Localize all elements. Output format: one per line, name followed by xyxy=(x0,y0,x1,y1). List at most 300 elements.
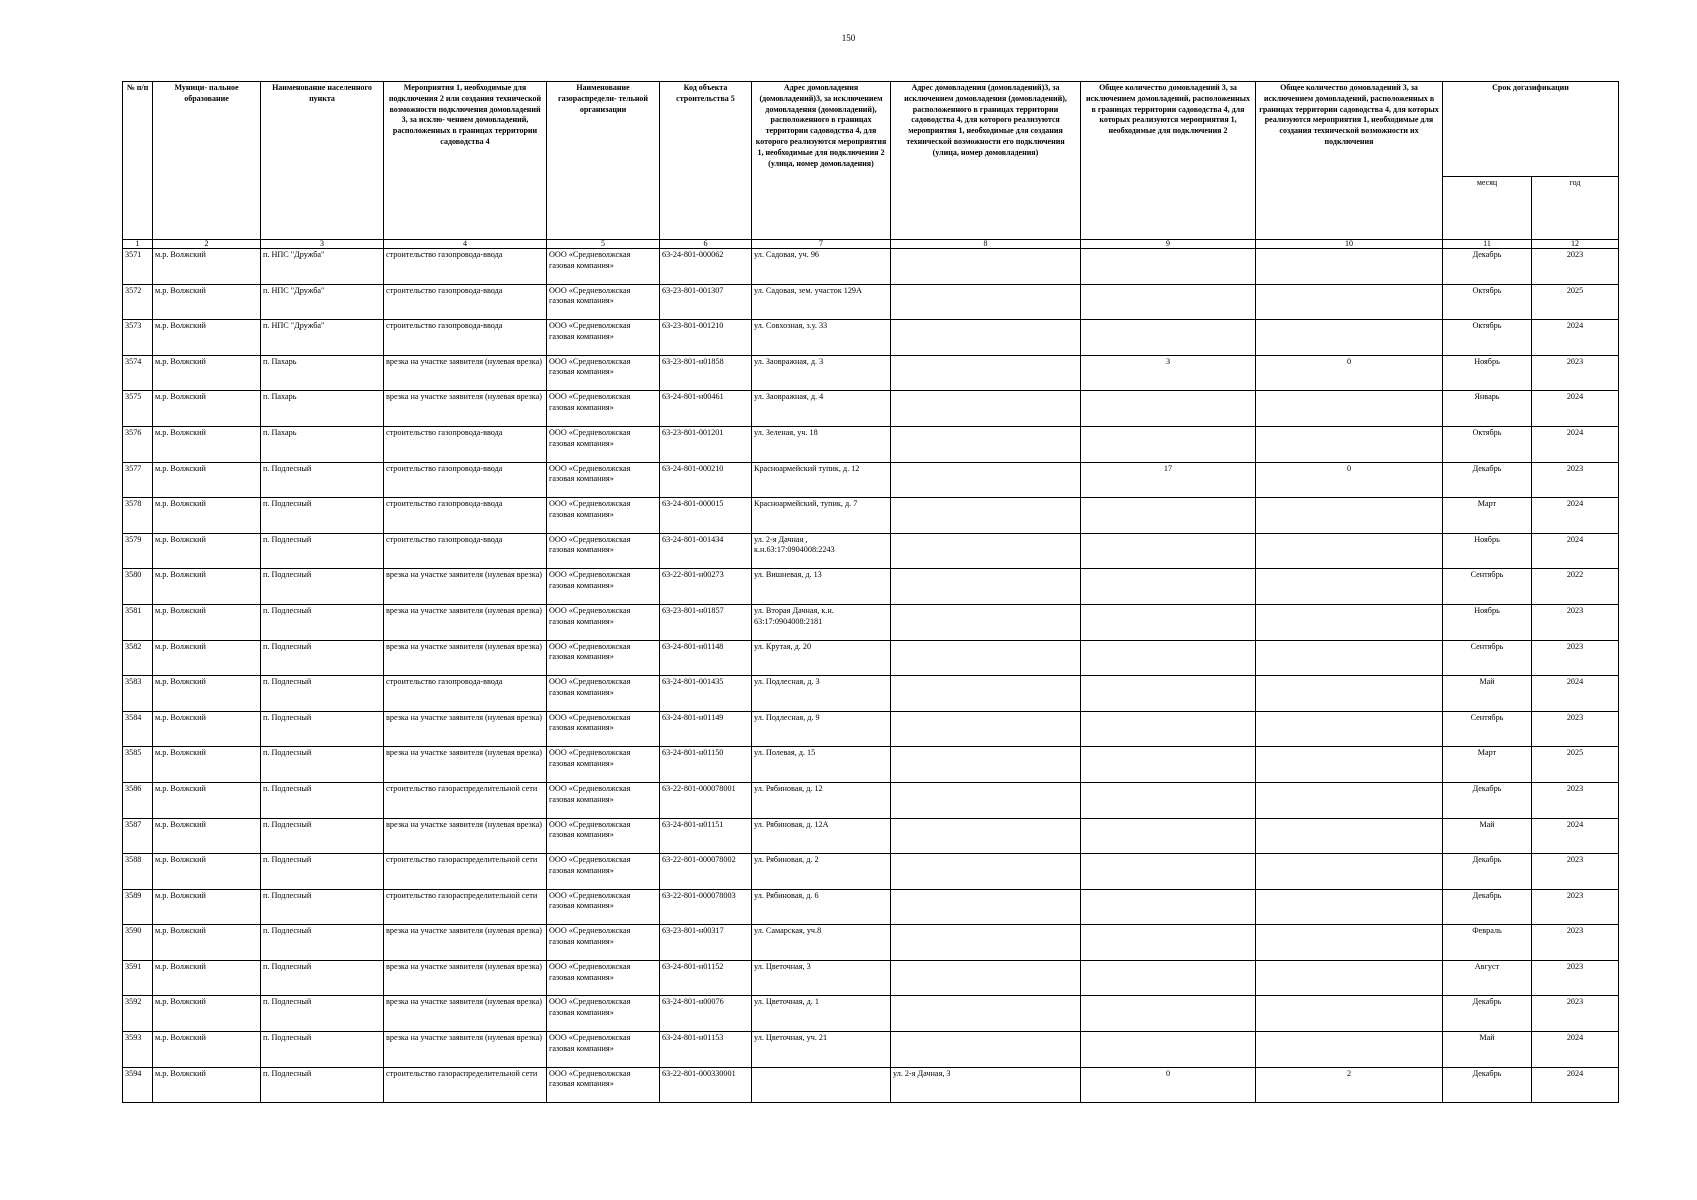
cell-row-number: 3576 xyxy=(123,426,153,462)
cell-object-code: 63-24-801-н00076 xyxy=(660,996,752,1032)
header-measures: Мероприятия 1, необходимые для подключения 2 или создания технической возможности подключения домовладений 3, за исклю- чением домовладений, расположенных в границах территории садоводства 4 xyxy=(384,82,547,240)
cell-address-connection: ул. Самарская, уч.8 xyxy=(752,925,891,961)
cell-settlement: п. Подлесный xyxy=(261,854,384,890)
cell-row-number: 3579 xyxy=(123,533,153,569)
cell-address-connection: ул. Рябиновая, д. 12А xyxy=(752,818,891,854)
column-number: 3 xyxy=(261,240,384,249)
cell-municipality: м.р. Волжский xyxy=(153,711,261,747)
table-row xyxy=(123,747,1619,783)
cell-count-technical xyxy=(1256,640,1443,676)
cell-object-code: 63-24-801-001434 xyxy=(660,533,752,569)
cell-address-connection: ул. Цветочная, уч. 21 xyxy=(752,1032,891,1068)
cell-count-technical xyxy=(1256,604,1443,640)
cell-measure: врезка на участке заявителя (нулевая врезка) xyxy=(384,711,547,747)
cell-measure: строительство газопровода-ввода xyxy=(384,462,547,498)
cell-address-technical xyxy=(891,640,1081,676)
cell-address-connection: ул. Вторая Дачная, к.н. 63:17:0904008:2181 xyxy=(752,604,891,640)
cell-object-code: 63-22-801-000330001 xyxy=(660,1067,752,1103)
cell-year: 2024 xyxy=(1532,320,1619,356)
cell-measure: строительство газопровода-ввода xyxy=(384,498,547,534)
cell-organization: ООО «Средневолжская газовая компания» xyxy=(547,569,660,605)
cell-month: Март xyxy=(1443,747,1532,783)
cell-object-code: 63-24-801-н01149 xyxy=(660,711,752,747)
header-number: № п/п xyxy=(123,82,153,240)
cell-measure: врезка на участке заявителя (нулевая врезка) xyxy=(384,569,547,605)
cell-row-number: 3571 xyxy=(123,249,153,285)
cell-count-connection xyxy=(1081,854,1256,890)
cell-organization: ООО «Средневолжская газовая компания» xyxy=(547,996,660,1032)
cell-municipality: м.р. Волжский xyxy=(153,854,261,890)
cell-organization: ООО «Средневолжская газовая компания» xyxy=(547,960,660,996)
cell-month: Декабрь xyxy=(1443,1067,1532,1103)
cell-year: 2023 xyxy=(1532,604,1619,640)
cell-row-number: 3572 xyxy=(123,284,153,320)
cell-settlement: п. НПС "Дружба" xyxy=(261,249,384,285)
column-number: 10 xyxy=(1256,240,1443,249)
cell-measure: строительство газопровода-ввода xyxy=(384,533,547,569)
cell-month: Декабрь xyxy=(1443,462,1532,498)
cell-address-technical xyxy=(891,996,1081,1032)
cell-month: Декабрь xyxy=(1443,889,1532,925)
cell-row-number: 3590 xyxy=(123,925,153,961)
table-row xyxy=(123,498,1619,534)
cell-month: Ноябрь xyxy=(1443,355,1532,391)
cell-count-connection xyxy=(1081,604,1256,640)
cell-count-connection xyxy=(1081,284,1256,320)
cell-municipality: м.р. Волжский xyxy=(153,498,261,534)
table-row xyxy=(123,996,1619,1032)
cell-municipality: м.р. Волжский xyxy=(153,782,261,818)
cell-address-connection: ул. Заовражная, д. 3 xyxy=(752,355,891,391)
table-row xyxy=(123,818,1619,854)
table-row xyxy=(123,889,1619,925)
cell-settlement: п. НПС "Дружба" xyxy=(261,284,384,320)
cell-address-technical xyxy=(891,854,1081,890)
cell-organization: ООО «Средневолжская газовая компания» xyxy=(547,854,660,890)
cell-address-connection: ул. Садовая, зем. участок 129А xyxy=(752,284,891,320)
cell-year: 2025 xyxy=(1532,747,1619,783)
table-row xyxy=(123,676,1619,712)
cell-settlement: п. Подлесный xyxy=(261,711,384,747)
cell-count-technical xyxy=(1256,889,1443,925)
cell-municipality: м.р. Волжский xyxy=(153,249,261,285)
cell-count-connection xyxy=(1081,391,1256,427)
column-number-row xyxy=(123,240,1619,249)
cell-object-code: 63-24-801-000210 xyxy=(660,462,752,498)
cell-measure: врезка на участке заявителя (нулевая врезка) xyxy=(384,604,547,640)
cell-row-number: 3589 xyxy=(123,889,153,925)
cell-settlement: п. Подлесный xyxy=(261,604,384,640)
cell-row-number: 3578 xyxy=(123,498,153,534)
table-row xyxy=(123,462,1619,498)
cell-municipality: м.р. Волжский xyxy=(153,676,261,712)
cell-organization: ООО «Средневолжская газовая компания» xyxy=(547,462,660,498)
cell-object-code: 63-24-801-н00461 xyxy=(660,391,752,427)
cell-year: 2023 xyxy=(1532,960,1619,996)
cell-count-technical xyxy=(1256,249,1443,285)
table-row xyxy=(123,391,1619,427)
cell-year: 2023 xyxy=(1532,640,1619,676)
cell-count-technical xyxy=(1256,747,1443,783)
cell-measure: строительство газораспределительной сети xyxy=(384,889,547,925)
cell-row-number: 3586 xyxy=(123,782,153,818)
cell-measure: строительство газопровода-ввода xyxy=(384,284,547,320)
cell-municipality: м.р. Волжский xyxy=(153,462,261,498)
cell-organization: ООО «Средневолжская газовая компания» xyxy=(547,925,660,961)
cell-address-technical xyxy=(891,249,1081,285)
cell-organization: ООО «Средневолжская газовая компания» xyxy=(547,640,660,676)
cell-year: 2024 xyxy=(1532,533,1619,569)
cell-measure: строительство газопровода-ввода xyxy=(384,676,547,712)
cell-year: 2024 xyxy=(1532,426,1619,462)
header-address-technical: Адрес домовладения (домовладений)3, за исключением домовладения (домовладений), расположенного в границах территории садоводства 4, для которого реализуются мероприятия 1, необходимые для создания технической возможности его подключения (улица, номер домовладения) xyxy=(891,82,1081,240)
table-row xyxy=(123,1032,1619,1068)
cell-count-connection xyxy=(1081,1032,1256,1068)
cell-object-code: 63-24-801-001435 xyxy=(660,676,752,712)
cell-row-number: 3585 xyxy=(123,747,153,783)
cell-address-connection: ул. Цветочная, д. 1 xyxy=(752,996,891,1032)
cell-municipality: м.р. Волжский xyxy=(153,640,261,676)
cell-count-connection xyxy=(1081,640,1256,676)
cell-year: 2025 xyxy=(1532,284,1619,320)
cell-municipality: м.р. Волжский xyxy=(153,889,261,925)
cell-row-number: 3582 xyxy=(123,640,153,676)
cell-count-technical xyxy=(1256,284,1443,320)
cell-municipality: м.р. Волжский xyxy=(153,925,261,961)
cell-address-technical xyxy=(891,925,1081,961)
cell-object-code: 63-24-801-000015 xyxy=(660,498,752,534)
column-number: 11 xyxy=(1443,240,1532,249)
cell-count-connection xyxy=(1081,676,1256,712)
cell-measure: врезка на участке заявителя (нулевая врезка) xyxy=(384,996,547,1032)
cell-settlement: п. Подлесный xyxy=(261,533,384,569)
cell-organization: ООО «Средневолжская газовая компания» xyxy=(547,782,660,818)
cell-object-code: 63-22-801-000078002 xyxy=(660,854,752,890)
cell-object-code: 63-23-801-н01857 xyxy=(660,604,752,640)
table-body xyxy=(123,249,1619,1103)
cell-year: 2023 xyxy=(1532,782,1619,818)
cell-organization: ООО «Средневолжская газовая компания» xyxy=(547,533,660,569)
cell-count-technical xyxy=(1256,996,1443,1032)
cell-count-connection xyxy=(1081,925,1256,961)
cell-month: Март xyxy=(1443,498,1532,534)
cell-organization: ООО «Средневолжская газовая компания» xyxy=(547,818,660,854)
cell-measure: врезка на участке заявителя (нулевая врезка) xyxy=(384,391,547,427)
cell-count-technical xyxy=(1256,391,1443,427)
cell-settlement: п. Подлесный xyxy=(261,925,384,961)
cell-count-technical xyxy=(1256,1032,1443,1068)
column-number: 2 xyxy=(153,240,261,249)
cell-object-code: 63-23-801-001201 xyxy=(660,426,752,462)
cell-address-connection: ул. Рябиновая, д. 6 xyxy=(752,889,891,925)
cell-municipality: м.р. Волжский xyxy=(153,569,261,605)
cell-count-connection xyxy=(1081,320,1256,356)
cell-month: Октябрь xyxy=(1443,320,1532,356)
cell-organization: ООО «Средневолжская газовая компания» xyxy=(547,320,660,356)
cell-count-technical xyxy=(1256,854,1443,890)
cell-address-connection: ул. Цветочная, 3 xyxy=(752,960,891,996)
column-number: 9 xyxy=(1081,240,1256,249)
header-month: месяц xyxy=(1443,177,1532,240)
cell-row-number: 3587 xyxy=(123,818,153,854)
cell-settlement: п. Подлесный xyxy=(261,1067,384,1103)
cell-address-technical xyxy=(891,782,1081,818)
column-number: 4 xyxy=(384,240,547,249)
cell-count-technical xyxy=(1256,782,1443,818)
cell-address-connection: ул. Совхозная, з.у. 33 xyxy=(752,320,891,356)
cell-month: Февраль xyxy=(1443,925,1532,961)
header-gasification-term: Срок догазификации xyxy=(1443,82,1619,177)
cell-settlement: п. Подлесный xyxy=(261,640,384,676)
header-organization: Наименование газораспредели- тельной организации xyxy=(547,82,660,240)
column-number: 7 xyxy=(752,240,891,249)
cell-count-connection xyxy=(1081,249,1256,285)
cell-month: Октябрь xyxy=(1443,426,1532,462)
cell-month: Май xyxy=(1443,676,1532,712)
cell-month: Декабрь xyxy=(1443,854,1532,890)
cell-year: 2023 xyxy=(1532,355,1619,391)
cell-count-connection xyxy=(1081,569,1256,605)
cell-object-code: 63-22-801-н00273 xyxy=(660,569,752,605)
cell-month: Ноябрь xyxy=(1443,533,1532,569)
cell-settlement: п. Подлесный xyxy=(261,960,384,996)
column-number: 1 xyxy=(123,240,153,249)
cell-organization: ООО «Средневолжская газовая компания» xyxy=(547,391,660,427)
cell-year: 2023 xyxy=(1532,711,1619,747)
cell-count-technical xyxy=(1256,818,1443,854)
cell-count-connection: 17 xyxy=(1081,462,1256,498)
cell-organization: ООО «Средневолжская газовая компания» xyxy=(547,426,660,462)
header-municipality: Муници- пальное образование xyxy=(153,82,261,240)
cell-count-technical xyxy=(1256,569,1443,605)
column-number: 6 xyxy=(660,240,752,249)
cell-count-technical xyxy=(1256,533,1443,569)
cell-measure: врезка на участке заявителя (нулевая врезка) xyxy=(384,960,547,996)
cell-month: Декабрь xyxy=(1443,782,1532,818)
cell-row-number: 3583 xyxy=(123,676,153,712)
cell-address-technical xyxy=(891,355,1081,391)
cell-measure: врезка на участке заявителя (нулевая врезка) xyxy=(384,818,547,854)
cell-address-connection: ул. Подлесная, д. 9 xyxy=(752,711,891,747)
cell-address-technical xyxy=(891,391,1081,427)
cell-object-code: 63-24-801-н01148 xyxy=(660,640,752,676)
cell-month: Сентябрь xyxy=(1443,640,1532,676)
table-row xyxy=(123,355,1619,391)
page-number: 150 xyxy=(841,33,856,43)
cell-count-technical xyxy=(1256,711,1443,747)
cell-organization: ООО «Средневолжская газовая компания» xyxy=(547,284,660,320)
cell-year: 2024 xyxy=(1532,818,1619,854)
cell-settlement: п. Подлесный xyxy=(261,818,384,854)
cell-year: 2022 xyxy=(1532,569,1619,605)
cell-month: Ноябрь xyxy=(1443,604,1532,640)
cell-organization: ООО «Средневолжская газовая компания» xyxy=(547,1067,660,1103)
cell-object-code: 63-24-801-н01151 xyxy=(660,818,752,854)
cell-year: 2023 xyxy=(1532,889,1619,925)
cell-year: 2024 xyxy=(1532,498,1619,534)
cell-address-technical xyxy=(891,818,1081,854)
cell-address-technical xyxy=(891,711,1081,747)
cell-count-connection: 3 xyxy=(1081,355,1256,391)
table-row xyxy=(123,640,1619,676)
cell-year: 2024 xyxy=(1532,1067,1619,1103)
table-row xyxy=(123,533,1619,569)
cell-organization: ООО «Средневолжская газовая компания» xyxy=(547,889,660,925)
cell-address-connection: ул. Полевая, д. 15 xyxy=(752,747,891,783)
cell-measure: строительство газораспределительной сети xyxy=(384,854,547,890)
cell-object-code: 63-23-801-001210 xyxy=(660,320,752,356)
table-row xyxy=(123,604,1619,640)
cell-address-connection: Красноармейский тупик, д. 12 xyxy=(752,462,891,498)
header-year: год xyxy=(1532,177,1619,240)
cell-count-connection xyxy=(1081,711,1256,747)
table-row xyxy=(123,960,1619,996)
cell-count-technical: 0 xyxy=(1256,462,1443,498)
header-count-connection: Общее количество домовладений 3, за исключением домовладений, расположенных в границах территории садоводства 4, для которых реализуются мероприятия 1, необходимые для подключения 2 xyxy=(1081,82,1256,240)
cell-measure: строительство газопровода-ввода xyxy=(384,426,547,462)
cell-address-connection: ул. Садовая, уч. 96 xyxy=(752,249,891,285)
cell-address-connection: Красноармейский, тупик, д. 7 xyxy=(752,498,891,534)
cell-address-connection: ул. Рябиновая, д. 12 xyxy=(752,782,891,818)
cell-settlement: п. Подлесный xyxy=(261,498,384,534)
cell-organization: ООО «Средневолжская газовая компания» xyxy=(547,676,660,712)
cell-measure: строительство газопровода-ввода xyxy=(384,249,547,285)
cell-month: Август xyxy=(1443,960,1532,996)
cell-settlement: п. Подлесный xyxy=(261,996,384,1032)
cell-settlement: п. Подлесный xyxy=(261,782,384,818)
gasification-table xyxy=(122,81,1619,1103)
cell-address-technical xyxy=(891,889,1081,925)
cell-month: Декабрь xyxy=(1443,996,1532,1032)
column-number: 8 xyxy=(891,240,1081,249)
cell-year: 2024 xyxy=(1532,391,1619,427)
cell-address-connection: ул. Зеленая, уч. 18 xyxy=(752,426,891,462)
cell-count-connection xyxy=(1081,818,1256,854)
cell-municipality: м.р. Волжский xyxy=(153,1067,261,1103)
table-row xyxy=(123,1067,1619,1103)
table-row xyxy=(123,569,1619,605)
cell-count-connection xyxy=(1081,996,1256,1032)
cell-year: 2023 xyxy=(1532,249,1619,285)
cell-organization: ООО «Средневолжская газовая компания» xyxy=(547,249,660,285)
cell-object-code: 63-24-801-н01152 xyxy=(660,960,752,996)
cell-address-connection: ул. Вишневая, д. 13 xyxy=(752,569,891,605)
cell-count-connection xyxy=(1081,960,1256,996)
cell-object-code: 63-22-801-000078003 xyxy=(660,889,752,925)
cell-month: Декабрь xyxy=(1443,249,1532,285)
cell-address-technical xyxy=(891,533,1081,569)
cell-row-number: 3575 xyxy=(123,391,153,427)
table-row xyxy=(123,320,1619,356)
cell-count-connection xyxy=(1081,782,1256,818)
cell-row-number: 3573 xyxy=(123,320,153,356)
column-number: 12 xyxy=(1532,240,1619,249)
cell-address-technical xyxy=(891,426,1081,462)
cell-organization: ООО «Средневолжская газовая компания» xyxy=(547,1032,660,1068)
cell-count-technical xyxy=(1256,676,1443,712)
cell-row-number: 3580 xyxy=(123,569,153,605)
cell-municipality: м.р. Волжский xyxy=(153,996,261,1032)
cell-count-technical xyxy=(1256,960,1443,996)
cell-address-technical xyxy=(891,747,1081,783)
cell-row-number: 3594 xyxy=(123,1067,153,1103)
cell-settlement: п. Пахарь xyxy=(261,391,384,427)
cell-count-connection xyxy=(1081,533,1256,569)
cell-count-connection xyxy=(1081,889,1256,925)
cell-settlement: п. НПС "Дружба" xyxy=(261,320,384,356)
cell-municipality: м.р. Волжский xyxy=(153,391,261,427)
cell-address-technical xyxy=(891,604,1081,640)
cell-municipality: м.р. Волжский xyxy=(153,747,261,783)
cell-municipality: м.р. Волжский xyxy=(153,960,261,996)
cell-municipality: м.р. Волжский xyxy=(153,604,261,640)
cell-address-connection: ул. Рябиновая, д. 2 xyxy=(752,854,891,890)
cell-row-number: 3591 xyxy=(123,960,153,996)
cell-address-technical: ул. 2-я Дачная, 3 xyxy=(891,1067,1081,1103)
cell-measure: строительство газораспределительной сети xyxy=(384,1067,547,1103)
cell-object-code: 63-23-801-н00317 xyxy=(660,925,752,961)
cell-organization: ООО «Средневолжская газовая компания» xyxy=(547,604,660,640)
cell-settlement: п. Пахарь xyxy=(261,426,384,462)
cell-object-code: 63-23-801-001307 xyxy=(660,284,752,320)
cell-address-technical xyxy=(891,569,1081,605)
header-object-code: Код объекта строительства 5 xyxy=(660,82,752,240)
cell-settlement: п. Пахарь xyxy=(261,355,384,391)
cell-settlement: п. Подлесный xyxy=(261,747,384,783)
cell-settlement: п. Подлесный xyxy=(261,889,384,925)
cell-object-code: 63-24-801-н01153 xyxy=(660,1032,752,1068)
cell-year: 2023 xyxy=(1532,996,1619,1032)
cell-settlement: п. Подлесный xyxy=(261,462,384,498)
cell-settlement: п. Подлесный xyxy=(261,569,384,605)
cell-organization: ООО «Средневолжская газовая компания» xyxy=(547,498,660,534)
cell-count-technical xyxy=(1256,925,1443,961)
cell-measure: строительство газораспределительной сети xyxy=(384,782,547,818)
cell-address-technical xyxy=(891,498,1081,534)
cell-year: 2023 xyxy=(1532,925,1619,961)
cell-row-number: 3588 xyxy=(123,854,153,890)
cell-count-technical xyxy=(1256,498,1443,534)
cell-measure: врезка на участке заявителя (нулевая врезка) xyxy=(384,1032,547,1068)
header-address-connection: Адрес домовладения (домовладений)3, за исключением домовладения (домовладений), расположенного в границах территории садоводства 4, для которого реализуются мероприятия 1, необходимые для подключения 2 (улица, номер домовладения) xyxy=(752,82,891,240)
cell-address-technical xyxy=(891,462,1081,498)
cell-municipality: м.р. Волжский xyxy=(153,284,261,320)
cell-month: Сентябрь xyxy=(1443,711,1532,747)
cell-count-connection xyxy=(1081,747,1256,783)
table-row xyxy=(123,249,1619,285)
cell-address-technical xyxy=(891,960,1081,996)
cell-year: 2023 xyxy=(1532,462,1619,498)
cell-settlement: п. Подлесный xyxy=(261,1032,384,1068)
column-number: 5 xyxy=(547,240,660,249)
table-row xyxy=(123,854,1619,890)
cell-address-connection: ул. Заовражная, д. 4 xyxy=(752,391,891,427)
table-row xyxy=(123,284,1619,320)
cell-month: Октябрь xyxy=(1443,284,1532,320)
cell-measure: врезка на участке заявителя (нулевая врезка) xyxy=(384,355,547,391)
cell-municipality: м.р. Волжский xyxy=(153,320,261,356)
cell-address-technical xyxy=(891,1032,1081,1068)
cell-row-number: 3592 xyxy=(123,996,153,1032)
table-row xyxy=(123,711,1619,747)
cell-count-connection xyxy=(1081,426,1256,462)
cell-row-number: 3574 xyxy=(123,355,153,391)
cell-object-code: 63-24-801-н01150 xyxy=(660,747,752,783)
cell-settlement: п. Подлесный xyxy=(261,676,384,712)
cell-month: Май xyxy=(1443,818,1532,854)
cell-municipality: м.р. Волжский xyxy=(153,533,261,569)
header-settlement: Наименование населенного пункта xyxy=(261,82,384,240)
